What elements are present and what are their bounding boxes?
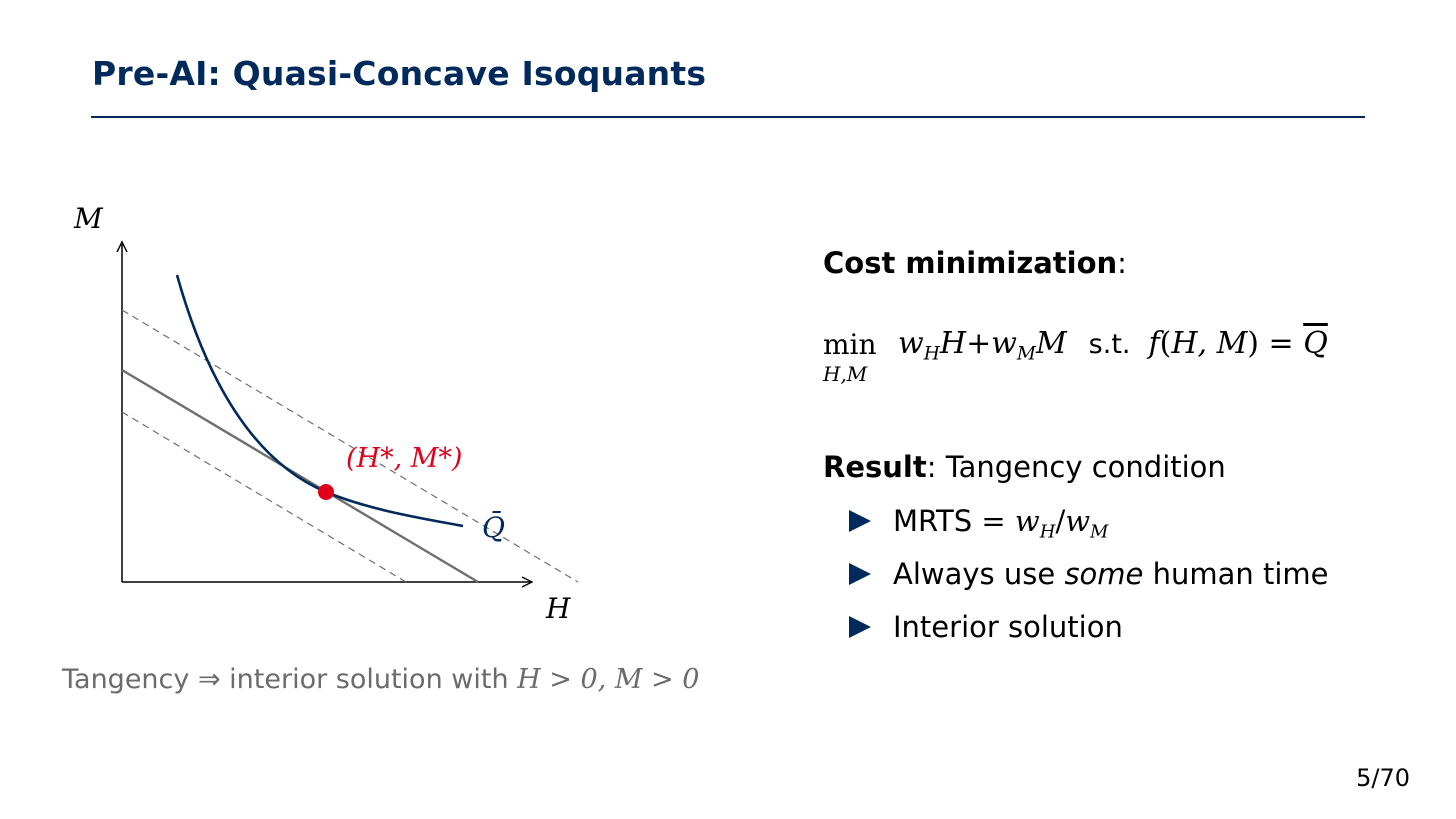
bullet-text: Always use some human time — [893, 557, 1329, 591]
right-panel — [823, 246, 1433, 644]
objective-function: $w_HH+w_MM$ s.t. f(H, $M) = \overline{Q}$ — [898, 326, 1328, 365]
x-axis-label: H — [546, 592, 571, 625]
triangle-bullet-icon — [849, 563, 871, 585]
cost-heading-suffix: : — [1117, 246, 1127, 280]
min-subscript: H,M — [823, 362, 868, 386]
tangency-point-label: (H*, M*) — [346, 443, 463, 474]
bullet-text: Interior solution — [893, 610, 1123, 644]
cost-heading-bold: Cost minimization — [823, 246, 1118, 280]
bullet-text: MRTS = $w_H/w_M$ — [893, 504, 1109, 543]
result-heading — [823, 450, 1226, 484]
triangle-bullet-icon — [849, 616, 871, 638]
isoquant-label: Q̄ — [482, 511, 505, 544]
title-divider — [91, 116, 1365, 118]
result-heading-bold: Result — [823, 450, 927, 484]
slide-title: Pre-AI: Quasi-Concave Isoquants — [92, 54, 707, 93]
cost-minimization-heading — [823, 246, 1433, 280]
triangle-bullet-icon — [849, 510, 871, 532]
caption-text: Tangency ⇒ interior solution with — [62, 664, 509, 695]
result-heading-suffix: : Tangency condition — [926, 450, 1226, 484]
isocost-line-lower — [122, 412, 406, 582]
y-axis-label: M — [74, 202, 103, 235]
mrts-label: MRTS — [893, 504, 973, 538]
tangency-point — [318, 484, 334, 500]
isocost-line-tangent — [122, 370, 478, 582]
isoquant-diagram — [0, 190, 640, 650]
caption-math: H > 0, M > 0 — [517, 664, 700, 695]
such-that-label: s.t. — [1088, 329, 1131, 360]
page-number: 5/70 — [1356, 764, 1410, 792]
diagram-caption — [62, 664, 699, 695]
min-operator: min — [823, 328, 877, 361]
